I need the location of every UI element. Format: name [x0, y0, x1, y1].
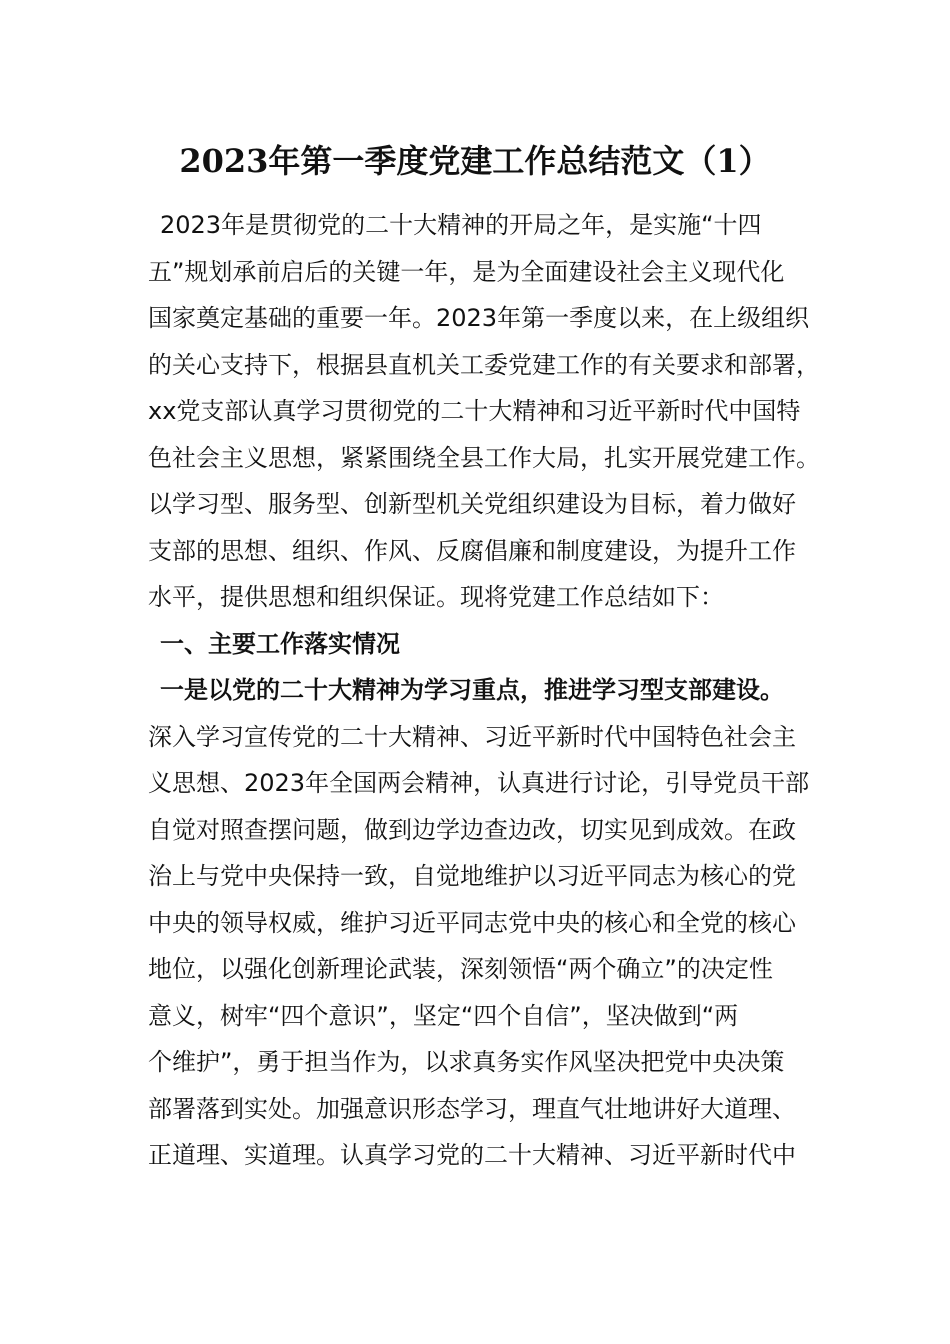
subsection-lead: 一是以党的二十大精神为学习重点，推进学习型支部建设。 [160, 676, 784, 704]
paragraph-line: 色社会主义思想，紧紧围绕全县工作大局，扎实开展党建工作。 [148, 443, 820, 472]
paragraph-line: 国家奠定基础的重要一年。2023年第一季度以来，在上级组织 [148, 304, 810, 332]
document-title: 2023年第一季度党建工作总结范文（1） [179, 142, 771, 180]
paragraph-line: 的关心支持下，根据县直机关工委党建工作的有关要求和部署， [148, 350, 820, 379]
paragraph-line: 五”规划承前启后的关键一年，是为全面建设社会主义现代化 [148, 257, 785, 286]
paragraph-line: 治上与党中央保持一致，自觉地维护以习近平同志为核心的党 [148, 862, 796, 890]
paragraph-line: 支部的思想、组织、作风、反腐倡廉和制度建设，为提升工作 [148, 536, 796, 565]
paragraph-line: 自觉对照查摆问题，做到边学边查边改，切实见到成效。在政 [148, 815, 796, 844]
section-heading: 一、主要工作落实情况 [160, 629, 400, 658]
paragraph-line: 正道理、实道理。认真学习党的二十大精神、习近平新时代中 [148, 1141, 796, 1169]
paragraph-line: xx党支部认真学习贯彻党的二十大精神和习近平新时代中国特 [148, 397, 801, 425]
paragraph-line: 个维护”，勇于担当作为，以求真务实作风坚决把党中央决策 [148, 1048, 785, 1076]
paragraph-line: 中央的领导权威，维护习近平同志党中央的核心和全党的核心 [148, 908, 796, 937]
paragraph-line: 义思想、2023年全国两会精神，认真进行讨论，引导党员干部 [148, 769, 810, 797]
paragraph-line: 2023年是贯彻党的二十大精神的开局之年，是实施“十四 [160, 211, 762, 239]
paragraph-line: 地位，以强化创新理论武装，深刻领悟“两个确立”的决定性 [148, 955, 773, 983]
paragraph-line: 水平，提供思想和组织保证。现将党建工作总结如下： [148, 583, 724, 611]
paragraph-line: 深入学习宣传党的二十大精神、习近平新时代中国特色社会主 [148, 722, 796, 751]
document-body [148, 202, 828, 1179]
paragraph-line: 部署落到实处。加强意识形态学习，理直气壮地讲好大道理、 [148, 1094, 796, 1123]
paragraph-line: 以学习型、服务型、创新型机关党组织建设为目标，着力做好 [148, 490, 796, 518]
paragraph-line: 意义，树牢“四个意识”，坚定“四个自信”，坚决做到“两 [148, 1001, 739, 1030]
